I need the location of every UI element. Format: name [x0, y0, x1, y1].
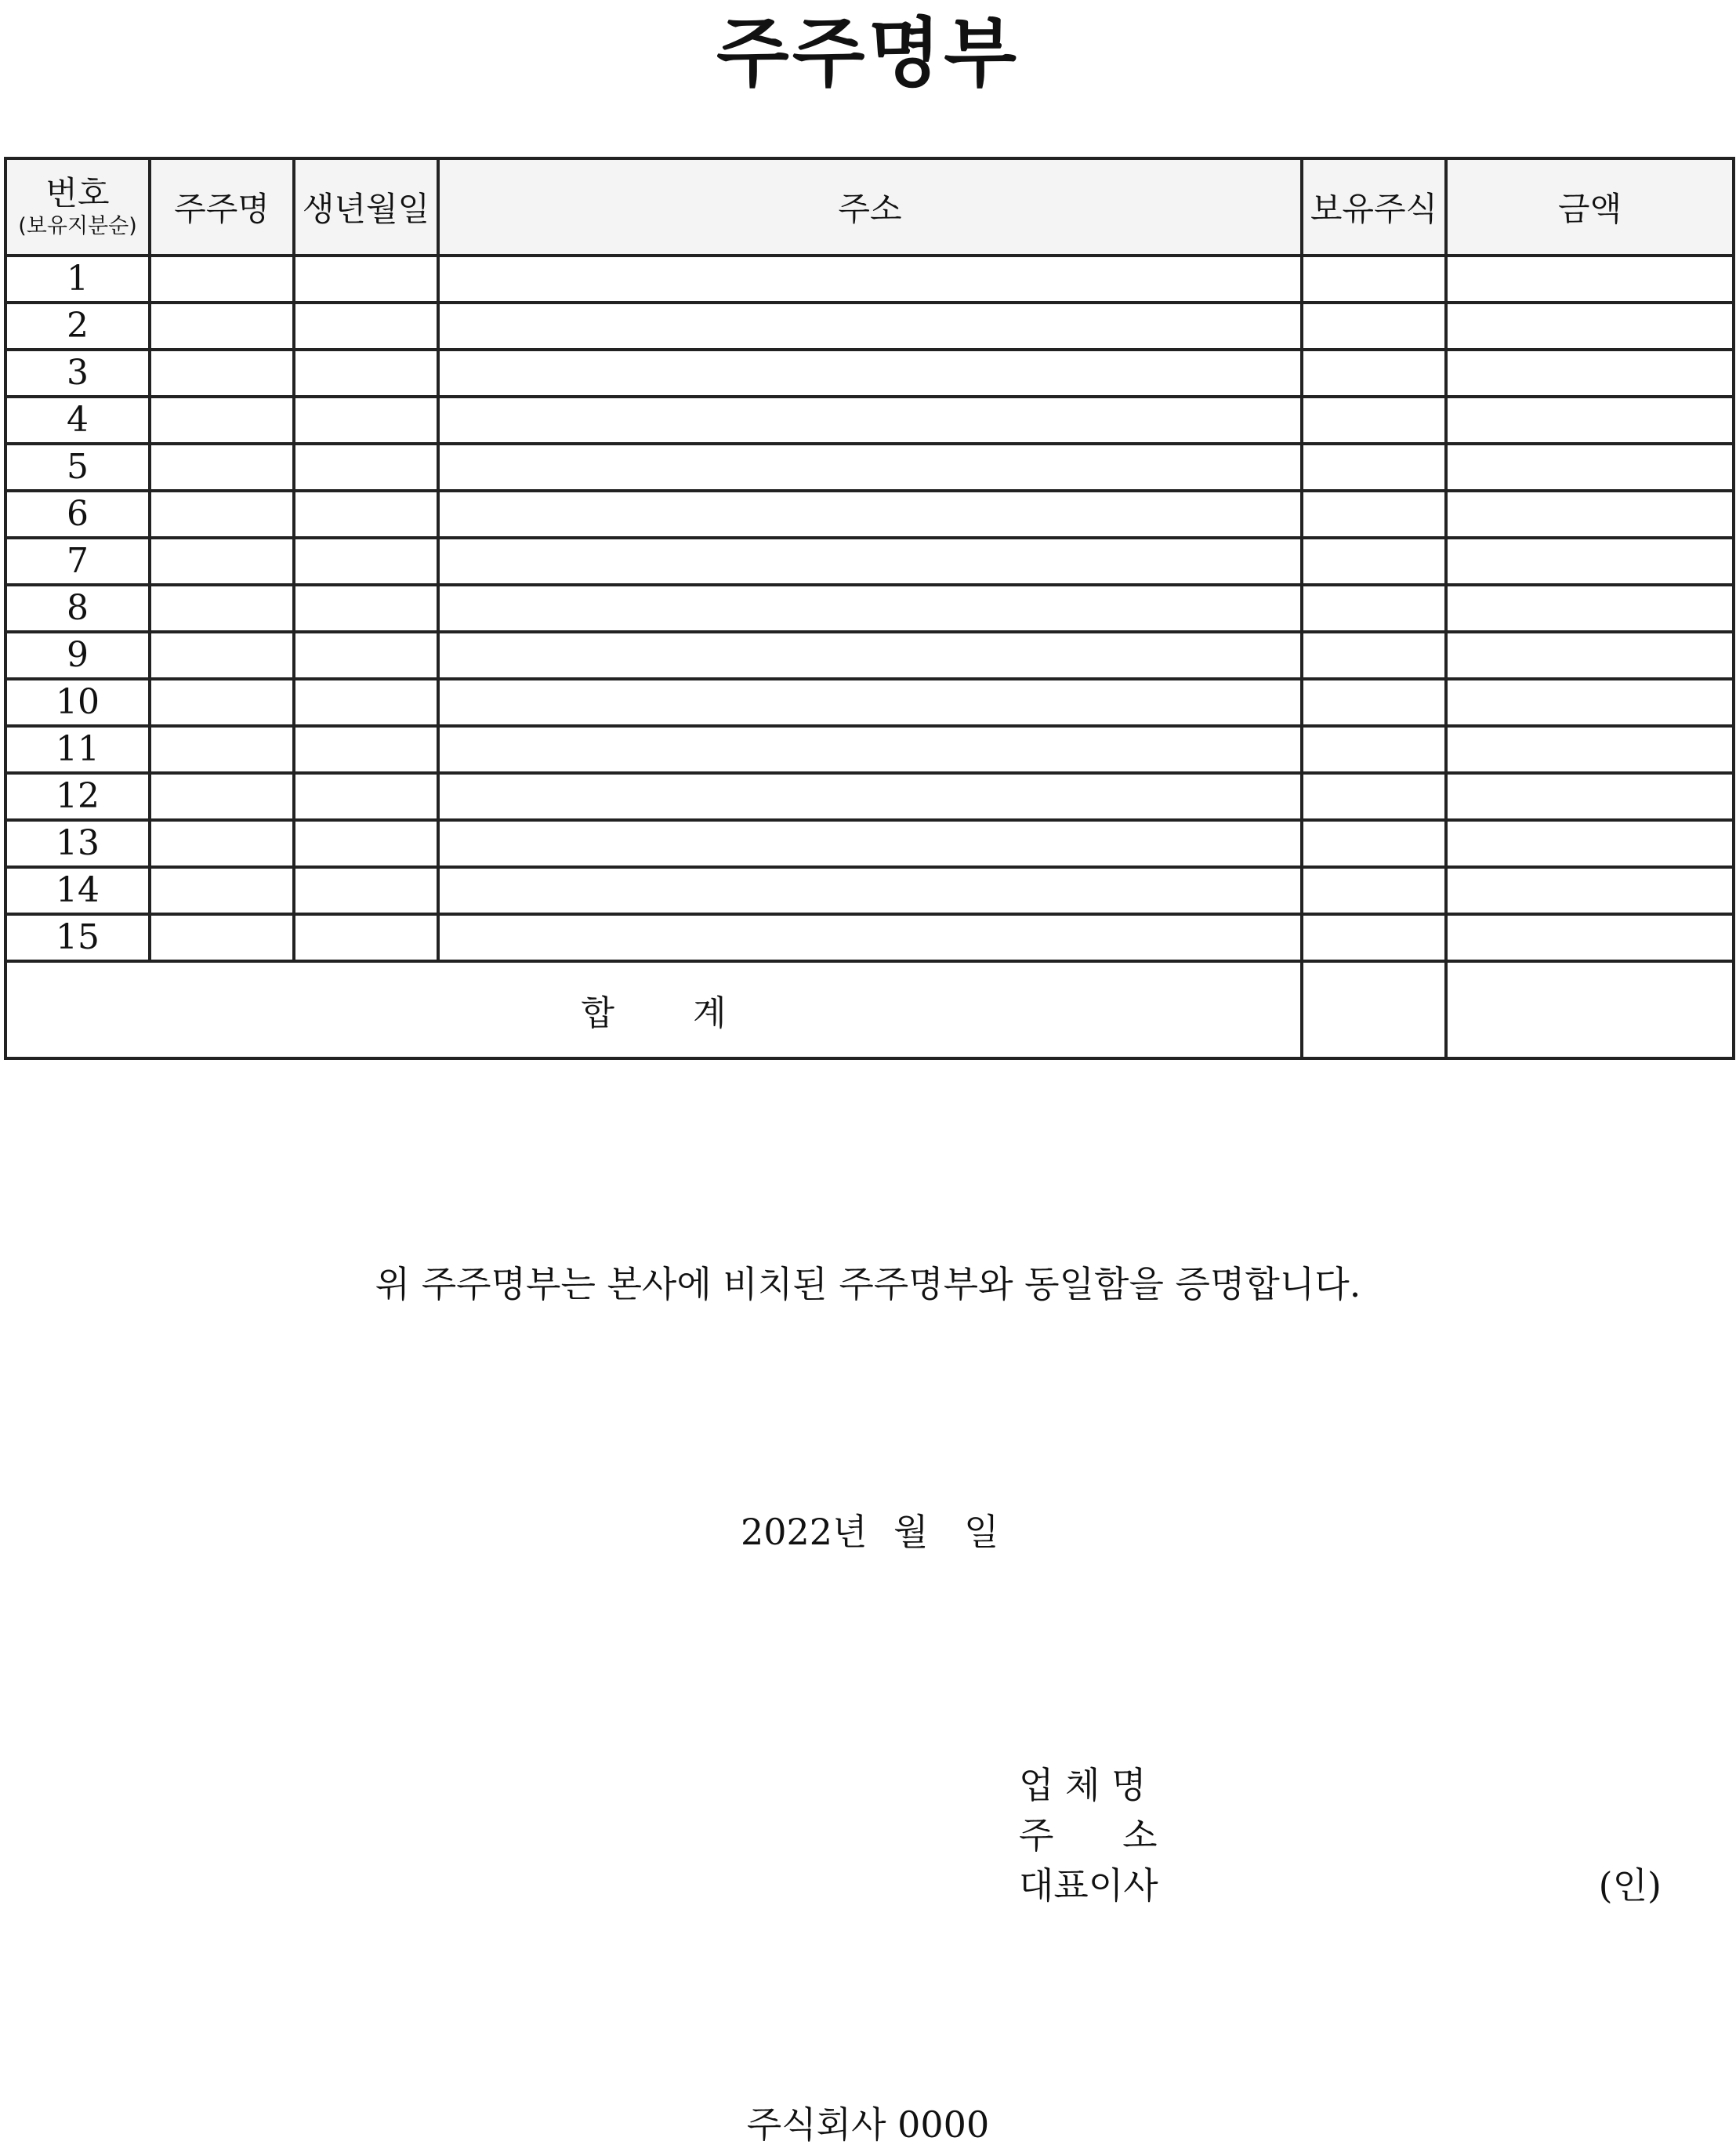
shareholder-name-cell[interactable] — [150, 914, 294, 961]
shares-held-cell[interactable] — [1302, 303, 1446, 350]
address-cell[interactable] — [438, 914, 1302, 961]
address-cell[interactable] — [438, 632, 1302, 679]
shareholder-name-cell[interactable] — [150, 632, 294, 679]
table-row — [5, 538, 1734, 585]
birth-date-cell[interactable] — [294, 820, 438, 867]
shares-held-cell[interactable] — [1302, 585, 1446, 632]
table-row — [5, 867, 1734, 914]
table-row — [5, 914, 1734, 961]
shares-held-cell[interactable] — [1302, 820, 1446, 867]
header-shares-held: 보유주식 — [1302, 158, 1446, 256]
company-row — [1019, 1760, 1662, 1810]
amount-cell[interactable] — [1446, 350, 1734, 397]
amount-cell[interactable] — [1446, 914, 1734, 961]
address-cell[interactable] — [438, 303, 1302, 350]
shares-held-cell[interactable] — [1302, 397, 1446, 444]
address-cell[interactable] — [438, 679, 1302, 726]
shareholder-name-cell[interactable] — [150, 679, 294, 726]
shareholder-name-cell[interactable] — [150, 397, 294, 444]
shares-held-cell[interactable] — [1302, 491, 1446, 538]
table-header-row — [5, 158, 1734, 256]
row-number-cell: 15 — [5, 914, 150, 961]
shares-held-cell[interactable] — [1302, 256, 1446, 303]
address-cell[interactable] — [438, 350, 1302, 397]
shareholder-name-cell[interactable] — [150, 538, 294, 585]
birth-date-cell[interactable] — [294, 444, 438, 491]
ceo-label: 대표이사 — [1019, 1864, 1158, 1907]
shareholder-name-cell[interactable] — [150, 444, 294, 491]
address-cell[interactable] — [438, 256, 1302, 303]
amount-cell[interactable] — [1446, 538, 1734, 585]
table-body — [5, 256, 1734, 961]
shareholder-name-cell[interactable] — [150, 491, 294, 538]
total-shares-cell[interactable] — [1302, 961, 1446, 1058]
row-number-cell: 1 — [5, 256, 150, 303]
row-number-cell: 5 — [5, 444, 150, 491]
table-row — [5, 773, 1734, 820]
ceo-row — [1019, 1860, 1662, 1911]
header-number-label: 번호 — [45, 174, 110, 212]
amount-cell[interactable] — [1446, 726, 1734, 773]
table-row — [5, 444, 1734, 491]
birth-date-cell[interactable] — [294, 679, 438, 726]
date-line — [0, 1508, 1736, 1555]
row-number-cell: 11 — [5, 726, 150, 773]
signature-block — [1019, 1760, 1662, 1911]
date-day: 일 — [964, 1511, 999, 1553]
amount-cell[interactable] — [1446, 491, 1734, 538]
birth-date-cell[interactable] — [294, 773, 438, 820]
row-number-cell: 8 — [5, 585, 150, 632]
table-row — [5, 585, 1734, 632]
amount-cell[interactable] — [1446, 679, 1734, 726]
certification-statement: 위 주주명부는 본사에 비치된 주주명부와 동일함을 증명합니다. — [375, 1263, 1361, 1305]
row-number-cell: 9 — [5, 632, 150, 679]
shareholder-name-cell[interactable] — [150, 350, 294, 397]
address-cell[interactable] — [438, 820, 1302, 867]
row-number-cell: 12 — [5, 773, 150, 820]
birth-date-cell[interactable] — [294, 350, 438, 397]
total-row — [5, 961, 1734, 1058]
table-row — [5, 350, 1734, 397]
header-number-sublabel: (보유지분순) — [18, 214, 137, 238]
amount-cell[interactable] — [1446, 256, 1734, 303]
address-cell[interactable] — [438, 773, 1302, 820]
table-row — [5, 726, 1734, 773]
address-cell[interactable] — [438, 491, 1302, 538]
shareholder-name-cell[interactable] — [150, 867, 294, 914]
shareholder-name-cell[interactable] — [150, 820, 294, 867]
address-cell[interactable] — [438, 538, 1302, 585]
table-row — [5, 491, 1734, 538]
seal-mark: (인) — [1598, 1864, 1662, 1907]
address-cell[interactable] — [438, 444, 1302, 491]
amount-cell[interactable] — [1446, 397, 1734, 444]
row-number-cell: 7 — [5, 538, 150, 585]
address-cell[interactable] — [438, 726, 1302, 773]
shareholder-name-cell[interactable] — [150, 773, 294, 820]
company-name: 주식회사 0000 — [746, 2103, 990, 2146]
amount-cell[interactable] — [1446, 820, 1734, 867]
header-birth-date: 생년월일 — [294, 158, 438, 256]
shares-held-cell[interactable] — [1302, 867, 1446, 914]
address-label: 주 소 — [1019, 1814, 1158, 1856]
birth-date-cell[interactable] — [294, 632, 438, 679]
shareholder-name-cell[interactable] — [150, 303, 294, 350]
amount-cell[interactable] — [1446, 867, 1734, 914]
row-number-cell: 10 — [5, 679, 150, 726]
row-number-cell: 13 — [5, 820, 150, 867]
shares-held-cell[interactable] — [1302, 773, 1446, 820]
table-row — [5, 632, 1734, 679]
header-amount: 금액 — [1446, 158, 1734, 256]
amount-cell[interactable] — [1446, 632, 1734, 679]
header-shareholder-name: 주주명 — [150, 158, 294, 256]
total-label-part2: 계 — [693, 993, 727, 1033]
table-row — [5, 303, 1734, 350]
shares-held-cell[interactable] — [1302, 914, 1446, 961]
birth-date-cell[interactable] — [294, 397, 438, 444]
shareholder-name-cell[interactable] — [150, 726, 294, 773]
shares-held-cell[interactable] — [1302, 538, 1446, 585]
address-cell[interactable] — [438, 867, 1302, 914]
date-year: 2022년 — [741, 1511, 868, 1553]
header-address: 주소 — [438, 158, 1302, 256]
birth-date-cell[interactable] — [294, 867, 438, 914]
shareholder-name-cell[interactable] — [150, 256, 294, 303]
shareholder-table — [4, 157, 1735, 1060]
birth-date-cell[interactable] — [294, 491, 438, 538]
total-label-part1: 합 — [581, 993, 614, 1033]
address-cell[interactable] — [438, 397, 1302, 444]
birth-date-cell[interactable] — [294, 914, 438, 961]
birth-date-cell[interactable] — [294, 585, 438, 632]
shares-held-cell[interactable] — [1302, 679, 1446, 726]
shares-held-cell[interactable] — [1302, 632, 1446, 679]
address-cell[interactable] — [438, 585, 1302, 632]
company-label: 업 체 명 — [1019, 1764, 1147, 1806]
birth-date-cell[interactable] — [294, 256, 438, 303]
address-row — [1019, 1810, 1662, 1860]
birth-date-cell[interactable] — [294, 726, 438, 773]
table-row — [5, 820, 1734, 867]
amount-cell[interactable] — [1446, 444, 1734, 491]
row-number-cell: 14 — [5, 867, 150, 914]
row-number-cell: 6 — [5, 491, 150, 538]
birth-date-cell[interactable] — [294, 303, 438, 350]
document-title: 주주명부 — [716, 9, 1020, 97]
amount-cell[interactable] — [1446, 773, 1734, 820]
shareholder-name-cell[interactable] — [150, 585, 294, 632]
amount-cell[interactable] — [1446, 303, 1734, 350]
amount-cell[interactable] — [1446, 585, 1734, 632]
table-row — [5, 679, 1734, 726]
total-label-cell — [5, 961, 1302, 1058]
row-number-cell: 4 — [5, 397, 150, 444]
shares-held-cell[interactable] — [1302, 350, 1446, 397]
header-number — [5, 158, 150, 256]
total-amount-cell[interactable] — [1446, 961, 1734, 1058]
table-row — [5, 397, 1734, 444]
birth-date-cell[interactable] — [294, 538, 438, 585]
row-number-cell: 3 — [5, 350, 150, 397]
row-number-cell: 2 — [5, 303, 150, 350]
date-month: 월 — [893, 1511, 929, 1553]
table-row — [5, 256, 1734, 303]
shares-held-cell[interactable] — [1302, 726, 1446, 773]
shares-held-cell[interactable] — [1302, 444, 1446, 491]
